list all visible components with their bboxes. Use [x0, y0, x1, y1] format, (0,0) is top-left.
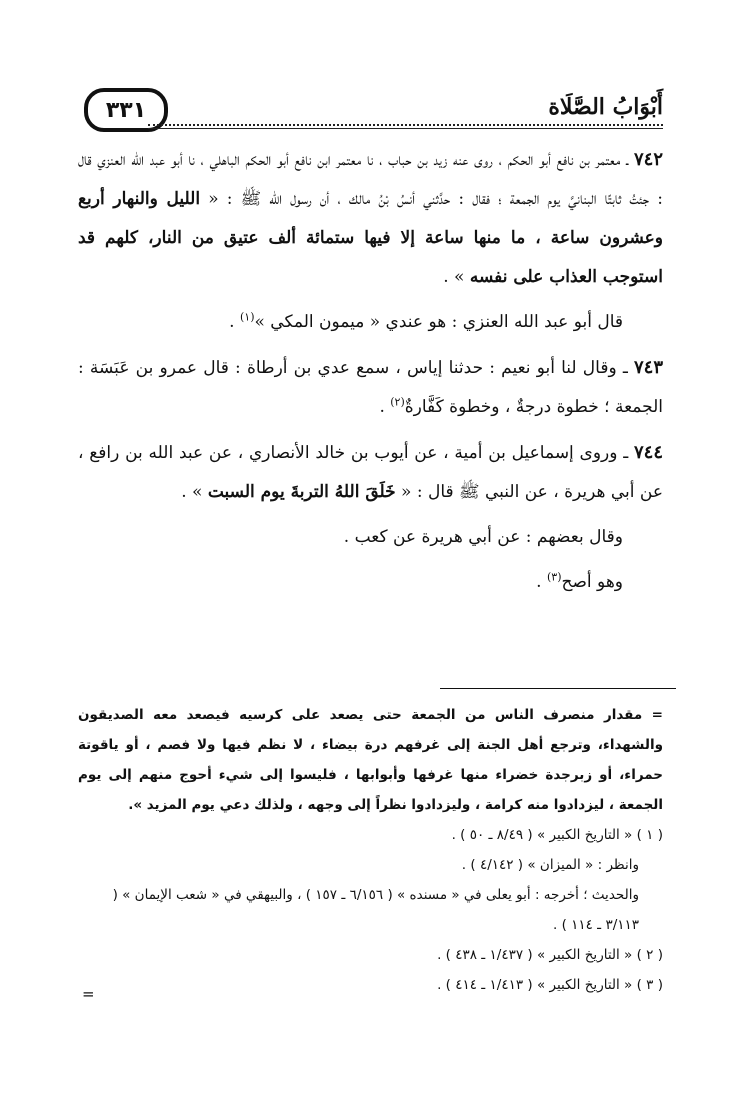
- footnotes: [78, 700, 663, 1000]
- paragraph-743: [78, 348, 663, 427]
- footnote-ref: (٢): [390, 395, 405, 409]
- footnote-1-takhrij: والحديث ؛ أخرجه : أبو يعلى في « مسنده » ( ٦/١٥٦ ـ ١٥٧ ) ، والبيهقي في « شعب الإيمان » ( ٣/١١٣ ـ ١١٤ ) .: [112, 887, 639, 933]
- paragraph-text: قال أبو عبد الله العنزي : هو عندي « ميمون المكي »: [254, 312, 623, 332]
- continues-mark: =: [82, 985, 95, 1003]
- paragraph-742-note: [78, 303, 663, 342]
- footnote-1: ( ١ ) « التاريخ الكبير » ( ٨/٤٩ ـ ٥٠ ) .: [451, 827, 663, 843]
- running-title: أَبْوَابُ الصَّلَاة: [548, 94, 663, 120]
- hadith-number: ٧٤٣: [633, 357, 663, 378]
- paragraph-text: وهو أصح: [561, 572, 623, 592]
- footnote-divider: [440, 688, 676, 689]
- paragraph-744: [78, 433, 663, 512]
- paragraph-744-note: [78, 518, 663, 557]
- footnote-1-see-also: وانظر : « الميزان » ( ٤/١٤٢ ) .: [461, 857, 639, 873]
- footnote-2: ( ٢ ) « التاريخ الكبير » ( ١/٤٣٧ ـ ٤٣٨ ) .: [437, 947, 663, 963]
- hadith-number: ٧٤٤: [633, 442, 663, 463]
- hadith-matn: الليل والنهار أربع وعشرون ساعة ، ما منها ساعة إلا فيها ستمائة ألف عتيق من النار، كلهم قد استوجب العذاب على نفسه: [78, 189, 663, 287]
- paragraph-text: ـ وروى إسماعيل بن أمية ، عن أيوب بن خالد الأنصاري ، عن عبد الله بن رافع ، عن أبي هريرة ، عن النبي ﷺ قال : «: [78, 443, 663, 502]
- paragraph-744-verdict: [78, 563, 663, 602]
- paragraph-text-end: .: [536, 572, 547, 592]
- page-header: [78, 82, 663, 128]
- hadith-number: ٧٤٢: [633, 149, 663, 170]
- main-text: [78, 140, 663, 602]
- footnote-3: ( ٣ ) « التاريخ الكبير » ( ١/٤١٣ ـ ٤١٤ ) .: [437, 977, 663, 993]
- paragraph-text: وقال بعضهم : عن أبي هريرة عن كعب .: [343, 527, 623, 547]
- paragraph-742: [78, 140, 663, 297]
- page-number: ٣٣١: [105, 97, 147, 123]
- hadith-matn: خَلَقَ اللهُ التربةَ يوم السبت: [207, 482, 396, 502]
- paragraph-text: ـ وقال لنا أبو نعيم : حدثنا إياس ، سمع عدي بن أرطاة : قال عمرو بن عَبَسَة : الجمعة ؛ خطوة درجةٌ ، وخطوة كَفَّارةٌ: [78, 358, 663, 417]
- footnote-continuation: = مقدار منصرف الناس من الجمعة حتى يصعد على كرسيه فيصعد معه الصديقون والشهداء، وترجع أهل الجنة إلى غرفهم درة بيضاء ، لا نظم فيها ولا فصم ، أو ياقوتة حمراء، أو زبرجدة خضراء منها غرفها وأبوابها ، فليسوا إلى شيء أحوج منهم إلى يوم الجمعة ، ليزدادوا منه كرامة ، وليزدادوا نظراً إلى وجهه ، ولذلك دعي يوم المزيد ».: [78, 707, 663, 813]
- paragraph-text-end: .: [379, 397, 391, 417]
- paragraph-text-end: .: [229, 312, 240, 332]
- paragraph-text-end: » .: [443, 267, 470, 287]
- header-divider: [148, 124, 663, 129]
- footnote-ref: (١): [239, 310, 255, 324]
- paragraph-text: ـ معتمر بن نافع أبو الحكم ، روى عنه زيد بن حباب ، نا معتمر ابن نافع أبو الحكم الباهلي ، نا أبو عبد الله العنزي قال : جئتُ ثابتًا البنانيَّ يوم الجمعة ؛ فقال : حدَّثني أنسُ بْنُ مالك ، أن رسول الله ﷺ : «: [78, 150, 663, 209]
- paragraph-text-end: » .: [181, 482, 208, 502]
- footnote-ref: (٣): [546, 570, 562, 584]
